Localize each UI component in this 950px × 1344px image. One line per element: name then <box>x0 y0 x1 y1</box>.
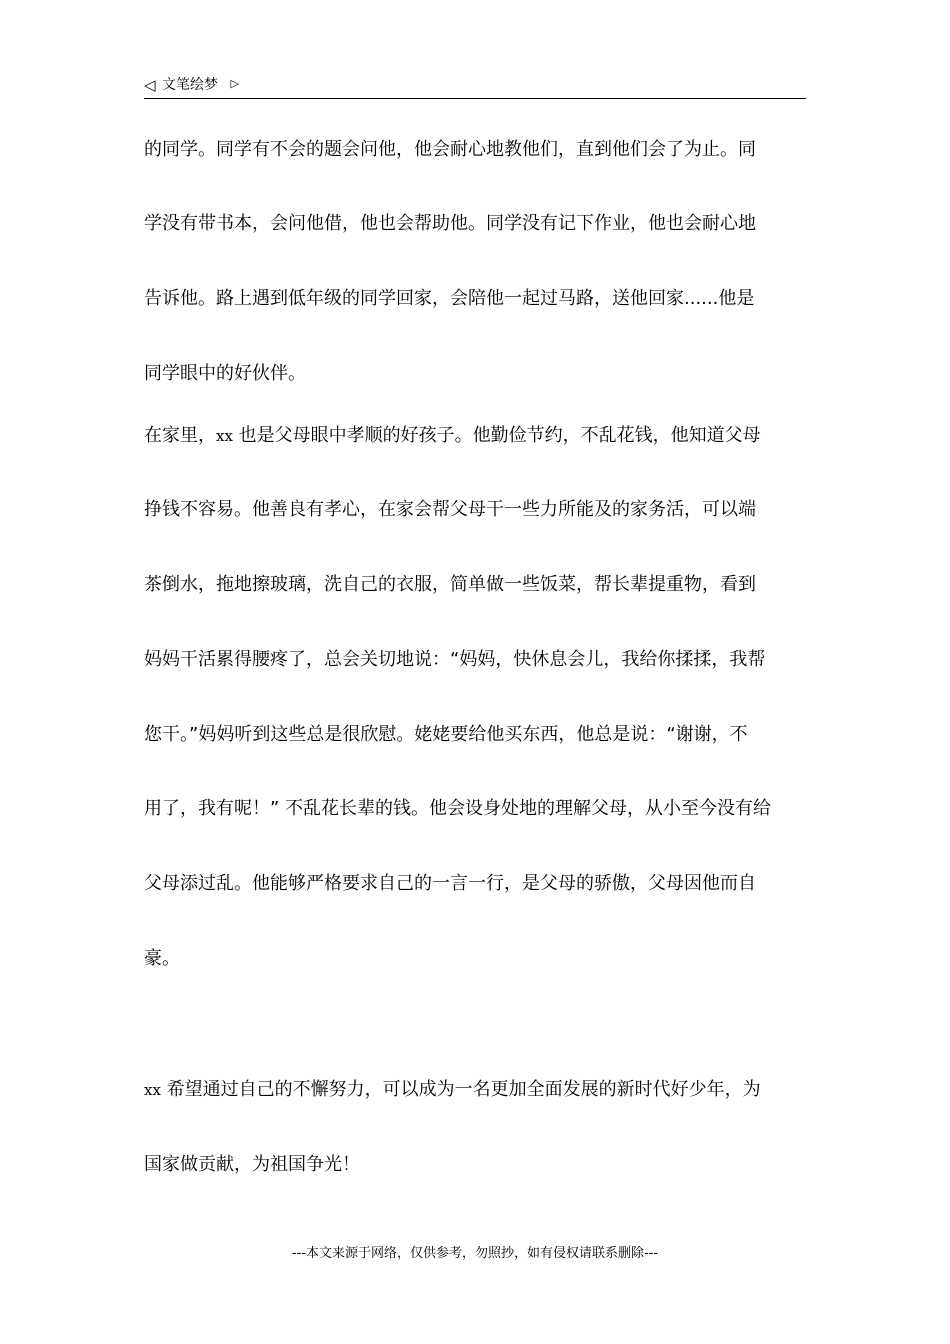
text-line: 告诉他。路上遇到低年级的同学回家，会陪他一起过马路，送他回家......他是 <box>144 288 755 309</box>
text-line: 挣钱不容易。他善良有孝心，在家会帮父母干一些力所能及的家务活，可以端 <box>144 499 756 520</box>
text-line: 学没有带书本，会问他借，他也会帮助他。同学没有记下作业，他也会耐心地 <box>144 213 756 234</box>
header-divider <box>144 98 806 99</box>
text-line: 同学眼中的好伙伴。 <box>144 363 306 384</box>
page-footer: ---本文来源于网络，仅供参考，勿照抄，如有侵权请联系删除--- <box>291 1246 659 1261</box>
right-triangle-icon: ▷ <box>230 77 239 90</box>
header-title: 文笔绘梦 <box>162 77 218 93</box>
text-segment: 希望通过自己的不懈努力，可以成为一名更加全面发展的新时代好少年，为 <box>166 1079 761 1100</box>
text-line: 用了，我有呢！” 不乱花长辈的钱。他会设身处地的理解父母，从小至今没有给 <box>144 798 772 819</box>
text-line: 国家做贡献，为祖国争光！ <box>144 1154 360 1175</box>
text-line: 妈妈干活累得腰疼了，总会关切地说：“妈妈，快休息会儿，我给你揉揉，我帮 <box>144 649 766 670</box>
text-line <box>144 1078 814 1102</box>
name-placeholder: xx <box>216 427 233 445</box>
text-line: 豪。 <box>144 948 180 969</box>
text-line: 父母添过乱。他能够严格要求自己的一言一行，是父母的骄傲，父母因他而自 <box>144 873 756 894</box>
text-line <box>144 424 814 448</box>
page-header <box>144 74 806 96</box>
left-triangle-icon: ◁ <box>144 76 156 94</box>
text-line: 茶倒水，拖地擦玻璃，洗自己的衣服，简单做一些饭菜，帮长辈提重物，看到 <box>144 574 756 595</box>
name-placeholder: xx <box>144 1081 161 1099</box>
text-line: 您干。”妈妈听到这些总是很欣慰。姥姥要给他买东西，他总是说：“谢谢，不 <box>144 724 748 745</box>
text-segment: 在家里， <box>144 425 216 446</box>
text-line: 的同学。同学有不会的题会问他，他会耐心地教他们，直到他们会了为止。同 <box>144 139 756 160</box>
text-segment: 也是父母眼中孝顺的好孩子。他勤俭节约，不乱花钱，他知道父母 <box>238 425 761 446</box>
